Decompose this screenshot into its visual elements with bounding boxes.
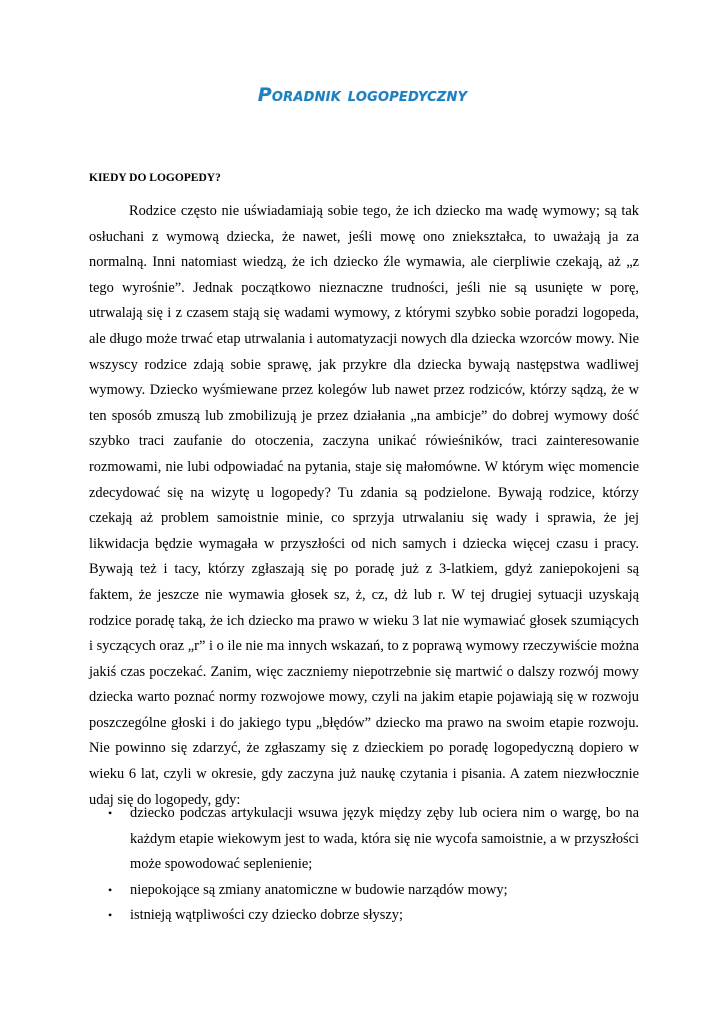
bullet-icon: • <box>108 806 113 820</box>
bullet-icon: • <box>108 908 113 923</box>
list-item-text: niepokojące są zmiany anatomiczne w budowie narządów mowy; <box>130 881 508 898</box>
body-paragraph: Rodzice często nie uświadamiają sobie tego, że ich dziecko ma wadę wymowy; są tak osłuchani z wymową dziecka, że nawet, jeśli mowę ono zniekształca, to uważają ja za normalną. Inni natomiast wiedzą, że ich dziecko źle wymawia, ale cierpliwie czekają, aż „z tego wyrośnie”. Jednak początkowo nieznaczne trudności, jeśli nie są usunięte w porę, utrwalają się i z czasem stają się wadami wymowy, z którymi szybko sobie poradzi logopeda, ale długo może trwać etap utrwalania i automatyzacji nowych dla dziecka wzorców mowy. Nie wszyscy rodzice zdają sobie sprawę, jak przykre dla dziecka bywają następstwa wadliwej wymowy. Dziecko wyśmiewane przez kolegów lub nawet przez rodziców, którzy sądzą, że w ten sposób zmuszą lub zmobilizują je przez działania „na ambicje” do dobrej wymowy dość szybko traci zaufanie do otoczenia, zaczyna unikać rówieśników, traci zainteresowanie rozmowami, nie lubi odpowiadać na pytania, staje się małomówne. W którym więc momencie zdecydować się na wizytę u logopedy? Tu zdania są podzielone. Bywają rodzice, którzy czekają aż problem samoistnie minie, co sprzyja utrwalaniu się wady i sprawia, że jej likwidacja będzie wymagała w przyszłości od nich samych i dziecka więcej czasu i pracy. Bywają też i tacy, którzy zgłaszają się po poradę już z 3-latkiem, gdyż zaniepokojeni są faktem, że jeszcze nie wymawia głosek sz, ż, cz, dż lub r. W tej drugiej sytuacji uzyskają rodzice poradę taką, że ich dziecko ma prawo w wieku 3 lat nie wymawiać głosek szumiących i syczących oraz „r” i o ile nie ma innych wskazań, to z poprawą wymowy rzeczywiście można jakiś czas poczekać. Zanim, więc zaczniemy niepotrzebnie się martwić o dalszy rozwój mowy dziecka warto poznać normy rozwojowe mowy, czyli na jakim etapie pojawiają się w rozwoju poszczególne głoski i do jakiego typu „błędów” dziecko ma prawo na swoim etapie rozwoju. Nie powinno się zdarzyć, że zgłaszamy się z dzieckiem po poradę logopedyczną dopiero w wieku 6 lat, czyli w okresie, gdy zaczyna już naukę czytania i pisania. A zatem niezwłocznie udaj się do logopedy, gdy: <box>89 203 639 808</box>
document-title: Poradnik logopedyczny <box>257 84 468 106</box>
list-item-text: dziecko podczas artykulacji wsuwa język między zęby lub ociera nim o wargę, bo na każdym etapie wiekowym jest to wada, która się nie wycofa samoistnie, a w przyszłości może spowodować seplenienie; <box>130 805 639 873</box>
bullet-icon: • <box>108 882 113 897</box>
list-item <box>89 801 639 878</box>
section-heading: KIEDY DO LOGOPEDY? <box>89 172 221 184</box>
list-item <box>89 878 639 904</box>
bullet-list <box>89 801 639 929</box>
list-item-text: istnieją wątpliwości czy dziecko dobrze słyszy; <box>130 907 403 924</box>
list-item <box>89 903 639 929</box>
